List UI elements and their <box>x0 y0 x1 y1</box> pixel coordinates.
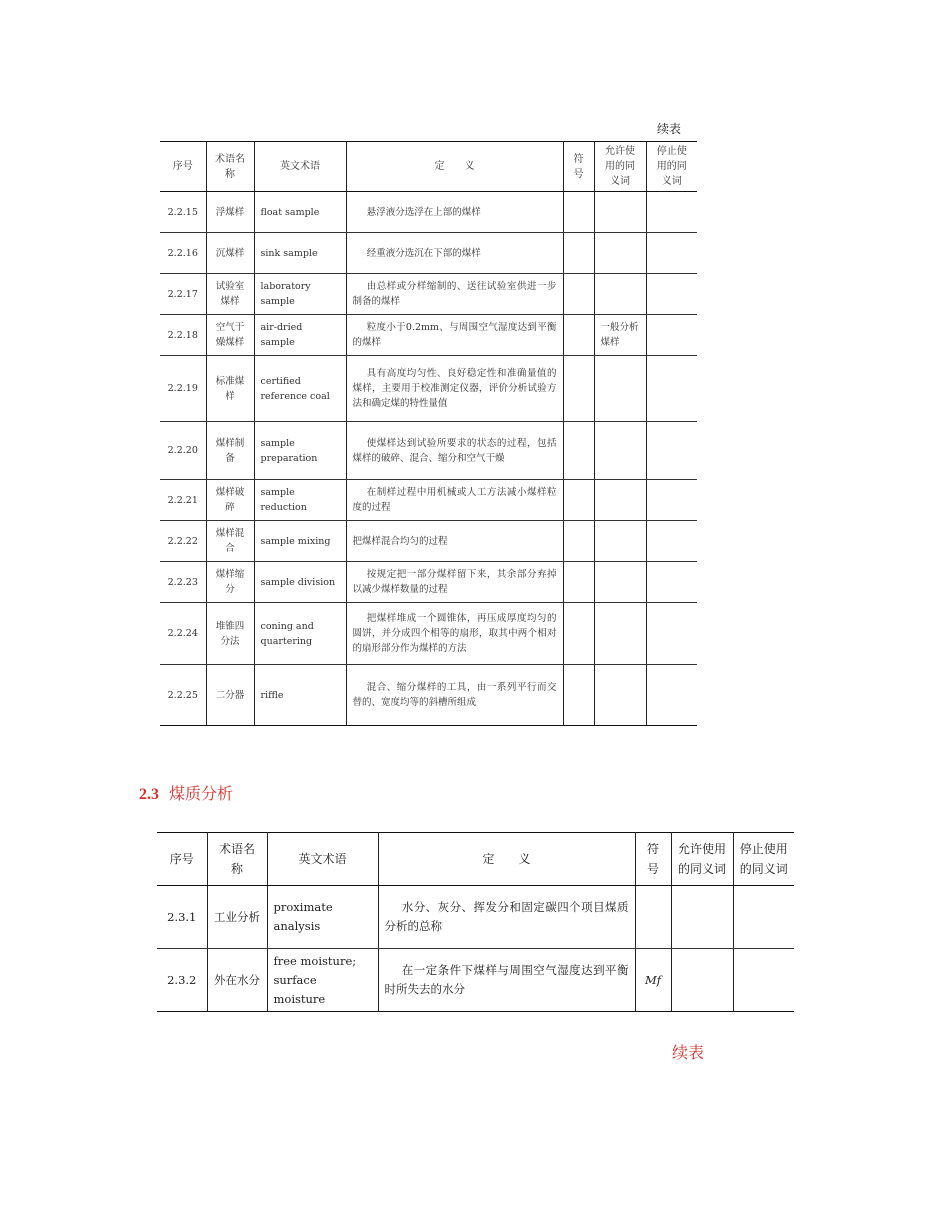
cell-term: 标准煤样 <box>206 356 254 422</box>
header-term: 术语名称 <box>206 142 254 192</box>
table-row <box>160 562 697 603</box>
cell-term: 煤样缩分 <box>206 562 254 603</box>
table-row <box>160 356 697 422</box>
cell-deprecated <box>646 422 697 480</box>
cell-allowed <box>594 603 646 665</box>
cell-term: 煤样混合 <box>206 521 254 562</box>
cell-english: float sample <box>254 192 346 233</box>
cell-allowed <box>594 233 646 274</box>
cell-term: 空气干燥煤样 <box>206 315 254 356</box>
cell-term: 堆锥四分法 <box>206 603 254 665</box>
cell-definition: 粒度小于0.2mm、与周围空气湿度达到平衡的煤样 <box>346 315 563 356</box>
cell-deprecated <box>646 562 697 603</box>
header-deprecated-synonyms: 停止使用的同义词 <box>646 142 697 192</box>
cell-symbol <box>563 274 594 315</box>
cell-english: sample mixing <box>254 521 346 562</box>
cell-english: riffle <box>254 665 346 726</box>
cell-no: 2.2.17 <box>160 274 206 315</box>
table-row <box>160 521 697 562</box>
cell-english: sample division <box>254 562 346 603</box>
cell-allowed <box>594 192 646 233</box>
header-definition: 定 义 <box>378 833 635 886</box>
continued-label: 续表 <box>657 122 682 136</box>
table-row <box>160 603 697 665</box>
cell-english: proximate analysis <box>267 886 378 949</box>
header-no: 序号 <box>160 142 206 192</box>
cell-symbol <box>635 886 671 949</box>
cell-allowed <box>594 562 646 603</box>
table-row <box>157 886 794 949</box>
cell-term: 煤样破碎 <box>206 480 254 521</box>
header-symbol: 符号 <box>563 142 594 192</box>
cell-english: coning and quartering <box>254 603 346 665</box>
cell-term: 外在水分 <box>207 949 267 1012</box>
cell-english: certified reference coal <box>254 356 346 422</box>
cell-deprecated <box>646 521 697 562</box>
cell-symbol <box>563 315 594 356</box>
cell-definition: 把煤样堆成一个圆锥体，再压成厚度均匀的圆饼，并分成四个相等的扇形，取其中两个相对的扇形部分作为煤样的方法 <box>346 603 563 665</box>
cell-no: 2.2.24 <box>160 603 206 665</box>
cell-no: 2.2.16 <box>160 233 206 274</box>
cell-allowed <box>594 274 646 315</box>
cell-allowed <box>594 480 646 521</box>
cell-symbol <box>563 480 594 521</box>
table-row <box>160 274 697 315</box>
cell-symbol <box>563 422 594 480</box>
cell-deprecated <box>646 192 697 233</box>
cell-english: sink sample <box>254 233 346 274</box>
cell-english: sample preparation <box>254 422 346 480</box>
table-header-row <box>157 833 794 886</box>
cell-definition: 按规定把一部分煤样留下来，其余部分弃掉以减少煤样数量的过程 <box>346 562 563 603</box>
cell-english: air-dried sample <box>254 315 346 356</box>
cell-deprecated <box>733 886 794 949</box>
continued-label-bottom: 续表 <box>672 1043 705 1062</box>
terminology-table-sampling <box>160 141 697 726</box>
table-row <box>160 480 697 521</box>
cell-allowed <box>594 356 646 422</box>
table-row <box>160 422 697 480</box>
cell-deprecated <box>646 315 697 356</box>
cell-definition: 混合、缩分煤样的工具，由一系列平行而交替的、宽度均等的斜槽所组成 <box>346 665 563 726</box>
cell-no: 2.2.18 <box>160 315 206 356</box>
cell-deprecated <box>646 665 697 726</box>
cell-no: 2.2.23 <box>160 562 206 603</box>
table-row <box>160 665 697 726</box>
cell-term: 沉煤样 <box>206 233 254 274</box>
cell-deprecated <box>733 949 794 1012</box>
header-deprecated-synonyms: 停止使用的同义词 <box>733 833 794 886</box>
cell-symbol <box>563 521 594 562</box>
cell-no: 2.2.19 <box>160 356 206 422</box>
cell-allowed <box>671 886 733 949</box>
cell-term: 试验室煤样 <box>206 274 254 315</box>
terminology-table-coal-analysis <box>157 832 794 1012</box>
cell-deprecated <box>646 356 697 422</box>
section-number: 2.3 <box>139 786 159 803</box>
cell-deprecated <box>646 480 697 521</box>
cell-symbol <box>563 562 594 603</box>
header-definition: 定 义 <box>346 142 563 192</box>
cell-no: 2.2.25 <box>160 665 206 726</box>
header-symbol: 符号 <box>635 833 671 886</box>
cell-term: 二分器 <box>206 665 254 726</box>
cell-no: 2.2.15 <box>160 192 206 233</box>
table-row <box>157 949 794 1012</box>
header-allowed-synonyms: 允许使用的同义词 <box>594 142 646 192</box>
cell-definition: 具有高度均匀性、良好稳定性和准确量值的煤样，主要用于校准测定仪器，评价分析试验方法和确定煤的特性量值 <box>346 356 563 422</box>
cell-term: 工业分析 <box>207 886 267 949</box>
cell-symbol <box>563 665 594 726</box>
header-term: 术语名称 <box>207 833 267 886</box>
cell-english: free moisture; surface moisture <box>267 949 378 1012</box>
cell-no: 2.3.2 <box>157 949 207 1012</box>
header-no: 序号 <box>157 833 207 886</box>
cell-allowed: 一般分析煤样 <box>594 315 646 356</box>
header-english: 英文术语 <box>254 142 346 192</box>
cell-english: laboratory sample <box>254 274 346 315</box>
cell-definition: 经重液分选沉在下部的煤样 <box>346 233 563 274</box>
table-header-row <box>160 142 697 192</box>
cell-deprecated <box>646 603 697 665</box>
cell-definition: 在一定条件下煤样与周围空气湿度达到平衡时所失去的水分 <box>378 949 635 1012</box>
cell-no: 2.2.21 <box>160 480 206 521</box>
cell-allowed <box>594 665 646 726</box>
cell-definition: 在制样过程中用机械或人工方法减小煤样粒度的过程 <box>346 480 563 521</box>
cell-deprecated <box>646 233 697 274</box>
table-row <box>160 192 697 233</box>
cell-definition: 把煤样混合均匀的过程 <box>346 521 563 562</box>
cell-symbol <box>563 603 594 665</box>
cell-allowed <box>594 521 646 562</box>
cell-definition: 由总样或分样缩制的、送往试验室供进一步制备的煤样 <box>346 274 563 315</box>
cell-symbol: Mf <box>635 949 671 1012</box>
header-allowed-synonyms: 允许使用的同义词 <box>671 833 733 886</box>
section-title-text: 煤质分析 <box>169 784 234 803</box>
cell-no: 2.2.20 <box>160 422 206 480</box>
cell-definition: 使煤样达到试验所要求的状态的过程，包括煤样的破碎、混合、缩分和空气干燥 <box>346 422 563 480</box>
cell-term: 浮煤样 <box>206 192 254 233</box>
cell-definition: 水分、灰分、挥发分和固定碳四个项目煤质分析的总称 <box>378 886 635 949</box>
cell-symbol <box>563 356 594 422</box>
cell-term: 煤样制备 <box>206 422 254 480</box>
table-row <box>160 315 697 356</box>
table-row <box>160 233 697 274</box>
header-english: 英文术语 <box>267 833 378 886</box>
cell-english: sample reduction <box>254 480 346 521</box>
section-heading <box>139 781 233 804</box>
cell-definition: 悬浮液分选浮在上部的煤样 <box>346 192 563 233</box>
cell-allowed <box>594 422 646 480</box>
cell-no: 2.2.22 <box>160 521 206 562</box>
cell-deprecated <box>646 274 697 315</box>
cell-symbol <box>563 233 594 274</box>
cell-no: 2.3.1 <box>157 886 207 949</box>
cell-allowed <box>671 949 733 1012</box>
cell-symbol <box>563 192 594 233</box>
